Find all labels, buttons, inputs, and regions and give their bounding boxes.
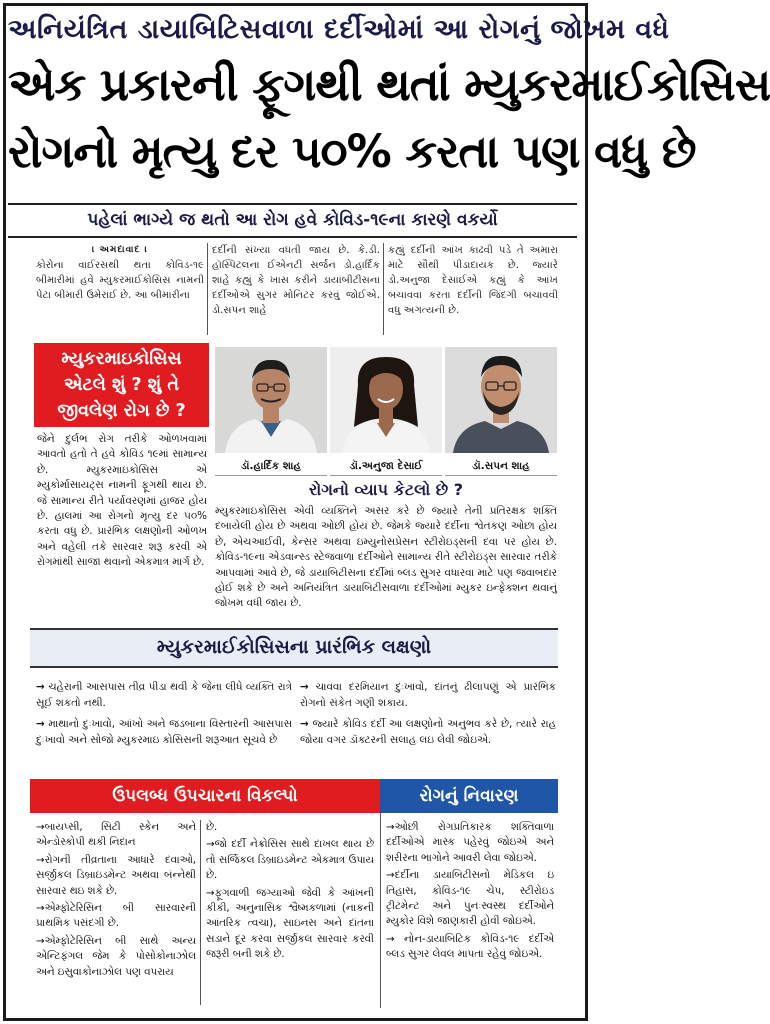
- symptom-item: [300, 680, 556, 711]
- treatment-item: →એમ્ફોટેરિસિન બી સાથે અન્ય એન્ટિફંગલ જેમ કે પોસોકોનાઝોલ અને ઇસુવાકોનાઝોલ પણ વપરાય: [36, 934, 196, 978]
- treatment-item: →ફૂગવાળી જગ્યાઓ જેવી કે આંખની કીકી, અનુનાસિક શ્વૈષ્મકળામાં (નાકની આંતરિક ત્વચા), સાઇનસ અને દાંતના સડાને દૂર કરવા સર્જીકલ સારવાર કરવી જરૂરી બની શકે છે.: [206, 886, 374, 961]
- headline-main-line1: એક પ્રકારની ફૂગથી થતાં મ્યુકરમાઈકોસિસ: [8, 58, 770, 111]
- treatment-title-bar: ઉપલબ્ધ ઉપચારના વિકલ્પો: [30, 779, 380, 813]
- arrow-icon: →: [300, 718, 309, 730]
- what-is-body: જેને દુર્લભ રોગ તરીકે ઓળખવામાં આવતો હતો તે હવે કોવિડ ૧૯માં સામાન્ય છે. મ્યુકરમાઇકોસિસ એ મ્યુકોર્માસાયટ્સ નામની ફૂગથી થાય છે. જે સામાન્ય રીતે પર્યાવરણમાં હાજર હોય છે. હાલમાં આ રોગનો મૃત્યુ દર ૫૦% કરતા વધુ છે. પ્રારંભિક લક્ષણોની ઓળખ અને વહેલી તકે સારવાર શરૂ કરવી એ રોગમાંથી સાજા થવાનો એકમાત્ર માર્ગ છે.: [37, 433, 207, 569]
- treatment-item: →એમ્ફોટેરિસિન બી સારવારની પ્રાથમિક પસંદગી છે.: [36, 902, 196, 930]
- headline-overline: અનિયંત્રિત ડાયાબિટિસવાળા દર્દીઓમાં આ રોગનું જોખમ વધે: [8, 14, 670, 45]
- headline-main-line2: રોગનો મૃત્યુ દર ૫૦% કરતા પણ વધુ છે: [8, 125, 696, 178]
- symptom-text: માથાનો દુઃખાવો, આંખો અને જડબાના વિસ્તારની આસપાસ દુઃખાવો અને સોજો મ્યુકરમાઇ કોસિસની શરૂઆત સૂચવે છે: [36, 718, 292, 746]
- intro-column-2: દર્દીની સંખ્યા વધતી જાય છે. કે.ડી. હૉસ્પિટલના ઈએનટી સર્જન ડો.હાર્દિક શાહે કહ્યું કે ખાસ કરીને ડાયાબીટીસના દર્દીઓએ સુગર મોનિટર કરવું જોઈએ. ડો.સપન શાહે: [212, 245, 380, 316]
- column-rule: [380, 813, 381, 1008]
- doctor-caption: ડૉ.હાર્દિક શાહ: [215, 456, 327, 476]
- arrow-icon: →: [36, 718, 45, 730]
- dateline: । અમદાવાદ ।: [91, 245, 148, 255]
- treatment-item: છે.: [206, 821, 218, 833]
- intro-column-1: [36, 243, 204, 303]
- arrow-icon: →: [36, 681, 45, 693]
- headline-kicker: પહેલાં ભાગ્યે જ થતો આ રોગ હવે કોવિડ-૧૯ના કારણે વકર્યો: [87, 210, 498, 230]
- doctor-caption: ડૉ.સપન શાહ: [445, 456, 557, 476]
- column-rule: [200, 820, 201, 1005]
- column-rule: [383, 243, 384, 335]
- doctor-photo-hardik: [215, 347, 327, 453]
- what-is-title-box: [34, 343, 209, 427]
- what-is-title-line: એટલે શું ? શું તે: [64, 375, 179, 395]
- doctor-caption: ડૉ.અનુજા દેસાઈ: [330, 456, 442, 476]
- symptoms-title: મ્યુકરમાઈકોસિસના પ્રારંભિક લક્ષણો: [156, 636, 432, 658]
- spread-body: મ્યુકરમાઇકોસિસ એવી વ્યક્તિને અસર કરે છે જ્યારે તેની પ્રતિરક્ષક શક્તિ દબાયેલી હોય છે અથવા ઓછી હોય છે. જેમકે જ્યારે દર્દીના શ્વેતકણ ઓછા હોય છે, એચઆઈવી, કેન્સર અથવા ઇમ્યુનોસપ્રેસન સ્ટીરોઇડ્સની દવા પર હોય છે. કોવિડ-૧૯ના એડવાન્સ્ડ સ્ટેજવાળા દર્દીઓને સામાન્ય રીતે સ્ટીરોઇડ્સ સારવાર તરીકે આપવામાં આવે છે, જે ડાયાબિટીસના દર્દીમાં બ્લડ સુગર વધારવા માટે પણ જવાબદાર હોઈ શકે છે અને અનિયંત્રિત ડાયાબિટીસવાળા દર્દીઓમાં મ્યુકર ઇન્ફેક્શન થવાનું જોખમ વધી જાય છે.: [215, 505, 557, 610]
- prevention-item: →ઓછી રોગપ્રતિકારક શક્તિવાળા દર્દીઓએ માસ્ક પહેરવું જોઇએ અને શરીરના ભાગોને આવરી લેવા જોઇએ.: [386, 821, 554, 864]
- treatment-item: →જો દર્દી નેક્રોસિસ સાથે દાખલ થાય છે તો સર્જિકલ ડિબ્રાઇડમેન્ટ એકમાત્ર ઉપાય છે.: [206, 838, 374, 882]
- what-is-title-line: મ્યુકરમાઇકોસિસ: [61, 349, 182, 369]
- symptom-text: ચહેરાની આસપાસ તીવ્ર પીડા થવી કે જેના લીધે વ્યક્તિ રાત્રે સૂઈ શકતો નથી.: [36, 681, 292, 709]
- doctor-photo-sapan: [445, 347, 557, 453]
- divider: [8, 236, 577, 238]
- symptom-text: જ્યારે કોવિડ દર્દી આ લક્ષણોનો અનુભવ કરે છે, ત્યારે રાહ જોયા વગર ડૉક્ટરની સલાહ લઇ લેવી જોઇએ.: [300, 718, 556, 746]
- doctor-photo-anuja: [330, 347, 442, 453]
- intro-column-3: કહ્યું દર્દીની આંખ કાઢવી પડે તે અમારા માટે સૌથી પીડાદાયક છે. જ્યારે ડો.અનુજા દેસાઈએ કહ્યું કે આંખ બચાવવા કરતા દર્દીની જિંદગી બચાવવી વધુ અગત્યની છે.: [388, 245, 558, 316]
- prevention-column: [386, 820, 554, 965]
- prevention-item: →દર્દીના ડાયાબિટીસનો મેડિકલ ઇ તિહાસ, કોવિડ-૧૯ ચેપ, સ્ટીરોઇડ ટ્રીટમેન્ટ અને પુનઃસ્વસ્થ દર્દીઓને મ્યુકોર વિશે જાણકારી હોવી જોઇએ.: [386, 869, 554, 928]
- treatment-item: →બાયપ્સી, સિટી સ્કેન અને એન્ડોસ્કોપી થકી નિદાન: [36, 821, 196, 849]
- what-is-title-line: જીવલેણ રોગ છે ?: [57, 401, 186, 421]
- arrow-icon: →: [300, 681, 309, 693]
- symptom-item: [300, 717, 556, 748]
- symptom-text: ચાવવા દરમિયાન દુઃખાવો, દાંતનું ઢીલાપણું એ પ્રારંભિક રોગનો સંકેત ગણી શકાય.: [300, 681, 556, 709]
- treatment-column-2: [206, 820, 374, 965]
- divider: [8, 203, 577, 205]
- column-rule: [207, 243, 208, 335]
- symptom-item: [36, 680, 292, 711]
- prevention-title-bar: રોગનું નિવારણ: [380, 779, 558, 813]
- prevention-item: → નોન-ડાયાબિટિક કોવિડ-૧૯ દર્દીએ બ્લડ સુગર લેવલ માપતા રહેવું જોઇએ.: [386, 932, 554, 961]
- treatment-item: →રોગની તીવ્રતાના આધારે દવાઓ, સર્જીકલ ડિબ્રાઇડમેન્ટ અથવા બંન્નેથી સારવાર થઇ શકે છે.: [36, 853, 196, 897]
- treatment-column-1: [36, 820, 196, 982]
- symptom-item: [36, 717, 292, 748]
- intro-text-1: કોરોના વાઈરસથી થતા કોવિડ-૧૯ બીમારીમાં હવે મ્યુકરમાઈકોસિસ નામની પેટા બીમારી ઉમેરાઈ છે. આ બીમારીના: [36, 260, 204, 301]
- spread-title: રોગનો વ્યાપ કેટલો છે ?: [308, 480, 464, 499]
